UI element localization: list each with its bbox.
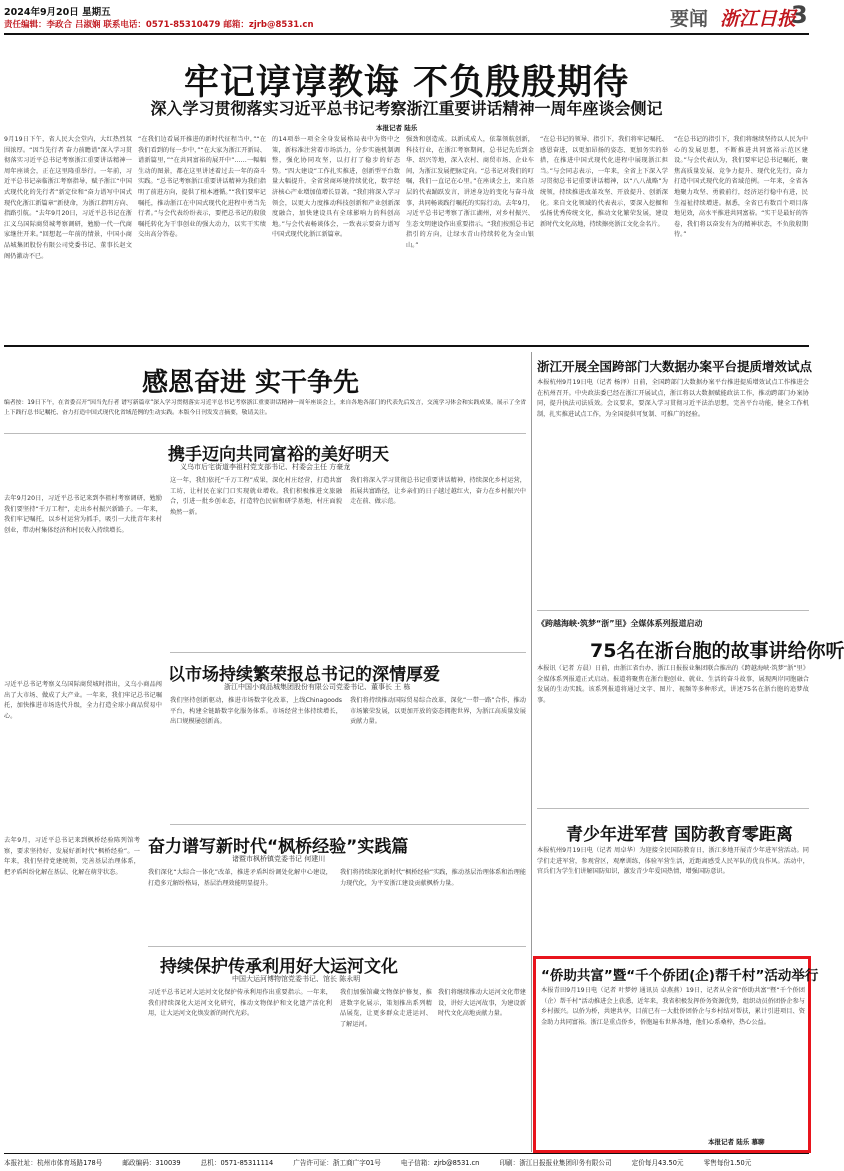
lead-col-3: 的14项举一项全全身发展格局表中为资中之策，新标准注营着市场活力，分步实施机制调整，强化协同攻坚，以打打了稳步的好态势。“四大建设”工作扎实推进，创新型平台数量大幅提升，全省营商环境持续优化，数字经济核心产业增加值增长显著。“我们将深入学习领会，以更大力度推动科技创新和产业创新深度融合，加快建设具有全球影响力的科创高地。”与会代表畅谈体会，一致表示要奋力谱写中国式现代化浙江新篇章。 [272,136,400,239]
page-number: 3 [791,1,808,29]
footer-rule [4,1153,809,1154]
story4-col-1: 习近平总书记对大运河文化保护传承利用作出重要指示。一年来，我们持续深化大运河文化研究，推动文物保护和文化遗产活化利用，让大运河文化焕发新的时代光彩。 [148,989,332,1018]
story1-col-2: 这一年，我们依托“千万工程”成果，深化村庄经营，打造共富工坊，让村民在家门口实现就业增收。我们积极推进文旅融合，引进一批乡创业态，打造特色民宿和研学基地，村庄面貌焕然一新。 [170,477,342,516]
story-a-rule [537,610,809,611]
story3-rule [148,946,526,947]
issue-date: 2024年9月20日 星期五 [4,7,111,18]
story-d-body: 本报青田9月19日电（记者 叶梦婷 通讯员 卓燕燕）19日，记者从全省“侨助共富”暨“千个侨团（企）帮千村”活动推进会上获悉，近年来，我省积极发挥侨务资源优势，组织动员侨团侨企参与乡村振兴。以侨为桥，共建共享，目前已有一大批侨团侨企与乡村结对帮扶，累计引进项目、资金助力共同富裕。浙江是重点侨乡，侨胞遍布世界各地，他们心系桑梓，热心公益。 [541,987,805,1026]
lead-col-1: 9月19日下午，省人民大会堂内，大红热烈氛围浓厚。“因当先行者 奋力前瞻谱”深入学习贯彻落实习近平总书记考察浙江重要讲话精神一周年座谈会，正在这里隆重举行。一年前，习近平总书记亲临浙江考察指导，赋予浙江“中国式现代化的先行者”新定位和“奋力谱写中国式现代化浙江新篇章”新使命，为浙江指明方向、指路引航。“去年9月20日，习近平总书记在浙江义乌国际商贸城考察调研，勉励一代一代商家继往开来。”回想起一年前的情景，中国小商品城集团股份有限公司党委书记、董事长赵文阁仍激动不已。 [4,136,132,260]
story2-col-1: 习近平总书记考察义乌国际商贸城时指出，义乌小商品闯出了大市场、做成了大产业。一年来，我们牢记总书记嘱托，加快推进市场迭代升级，全力打造全球小商品贸易中心。 [4,681,162,720]
footer-address: 本报社址：杭州市体育场路178号 [4,1159,103,1167]
editor-info: 责任编辑：李政合 吕淑娴 联系电话：0571-85310479 邮箱：zjrb@8531.cn [4,20,314,30]
story4-headline: 持续保护传承利用好大运河文化 [160,957,398,977]
footer [4,1157,769,1167]
story1-col-1: 去年9月20日，习近平总书记来到李祖村考察调研，勉励我们要坚持“千万工程”，走出乡村振兴新路子。一年来，我们牢记嘱托，以乡村运营为抓手，吸引一大批青年来村创业，带动村集体经济和村民收入持续增长。 [4,495,162,534]
story-a-headline: 浙江开展全国跨部门大数据办案平台提质增效试点 [537,359,813,374]
story-c-body: 本报杭州9月19日电（记者 周卓华）为迎接全民国防教育日，浙江多地开展青少年进军营活动。同学们走进军营，参观营区，观摩训练，体验军营生活，近距离感受人民军队的优良作风。活动中，官兵们为学生们讲解国防知识，激发青少年爱国热情，增强国防意识。 [537,847,809,876]
story2-col-3: 我们将持续推动国际贸易综合改革，深化“一带一路”合作，推动市场繁荣发展，以更加开放的姿态拥抱世界，为浙江高质量发展贡献力量。 [350,697,526,726]
lead-byline: 本报记者 陆乐 [376,124,418,132]
footer-printer: 印刷：浙江日报报业集团印务有限公司 [499,1159,612,1167]
lead-headline: 牢记谆谆教诲 不负殷殷期待 [183,62,630,103]
paper-logo: 浙江日报 [720,8,797,30]
story-b-body: 本报讯（记者 方晨）日前，由浙江省台办、浙江日报报业集团联合推出的《跨越海峡·筑梦“浙”里》全媒体系列报道正式启动。报道将聚焦在浙台胞创业、就业、生活的奋斗故事，展现两岸同胞融合发展的生动实践。该系列报道将通过文字、图片、视频等多种形式，讲述75名在浙台胞的追梦故事。 [537,665,809,704]
story2-headline: 以市场持续繁荣报总书记的深情厚爱 [168,665,440,685]
story3-byline: 诸暨市枫桥镇党委书记 何建川 [232,855,326,863]
footer-ad-license: 广告许可证：浙工商广字01号 [293,1159,381,1167]
story2-rule [170,824,526,825]
lead-col-6: “在总书记的指引下，我们将继续坚持以人民为中心的发展思想，不断推进共同富裕示范区建设。”与会代表认为，我们要牢记总书记嘱托，聚焦高质量发展、竞争力提升、现代化先行，奋力打造中国式现代化的省域范例。一年来，全省各地聚力攻坚、勇毅前行，经济运行稳中有进，民生福祉持续增进。据悉，全省已有数百个项目落地见效，高水平推进共同富裕。“实干是最好的答卷，我们将以奋发有为的精神状态，不负殷殷期待。” [674,136,808,239]
story-d-byline: 本报记者 陆乐 慕聊 [708,1138,765,1146]
footer-price: 定价每月43.50元 [631,1159,684,1167]
story-b-rule [537,808,809,809]
feature-intro-rule [4,433,526,434]
story-a-body: 本报杭州9月19日电（记者 杨泽）日前，全国跨部门大数据办案平台推进提质增效试点工作推进会在杭州召开。中央政法委已经在浙江开展试点，浙江将以大数据赋能政法工作，推动跨部门办案协同，提升执法司法质效。会议要求，要深入学习贯彻习近平法治思想，完善平台功能，健全工作机制，扎实推进试点工作，为全国提供可复制、可推广的经验。 [537,379,809,418]
story3-col-2: 我们深化“大综合一体化”改革，推进矛盾纠纷调处化解中心建设，打造多元解纷格局，基层治理效能明显提升。 [148,869,332,887]
feature-headline: 感恩奋进 实干争先 [142,368,360,398]
story-c-headline: 青少年进军营 国防教育零距离 [566,825,793,845]
masthead-rule [4,33,809,35]
story1-rule [170,652,526,653]
footer-email: 电子信箱：zjrb@8531.cn [400,1159,480,1167]
footer-retail: 零售每份1.50元 [703,1159,752,1167]
story-b-headline: 75名在浙台胞的故事讲给你听 [590,640,844,662]
story4-col-2: 我们加强馆藏文物保护修复，推进数字化展示，策划推出系列精品展览，让更多群众走进运河、了解运河。 [340,989,432,1028]
lead-col-2: “在我们边看展开推进的新时代征程当中，”“在我们看到的每一步中，”“在大家为浙江开新局、谱新篇里，”“在共同富裕的展开中”……一幅幅生动的图景，都在这里讲述着过去一年的奋斗实践。“总书记考察浙江重要讲话精神为我们指明了前进方向，提供了根本遵循。”“我们要牢记嘱托，推动浙江在中国式现代化进程中勇当先行者。”与会代表纷纷表示，要把总书记的殷殷嘱托转化为干事创业的强大动力，以实干实绩交出高分答卷。 [138,136,266,239]
story-b-kicker: 《跨越海峡·筑梦“浙”里》全媒体系列报道启动 [537,619,703,628]
lead-bottom-rule [4,345,809,347]
story1-col-3: 我们将深入学习贯彻总书记重要讲话精神，持续深化乡村运营，拓展共富路径，让乡亲们的日子越过越红火，奋力在乡村振兴中走在前、做示范。 [350,477,526,506]
story4-byline: 中国大运河博物馆党委书记、馆长 陈永明 [232,975,361,983]
story3-col-1: 去年9月，习近平总书记来到枫桥经验陈列馆考察，要求坚持好、发展好新时代“枫桥经验”。一年来，我们坚持党建统领，完善基层治理体系，把矛盾纠纷化解在基层、化解在萌芽状态。 [4,837,140,876]
story2-byline: 浙江中国小商品城集团股份有限公司党委书记、董事长 王 栋 [224,683,411,691]
footer-zip: 邮政编码：310039 [122,1159,181,1167]
column-divider [531,352,532,1152]
lead-col-4: 强劲和创造成。以新成成人，依靠领航创新，科技行业，在浙江考察期间，总书记先后到金华、绍兴等地，深入农村、商贸市场、企业车间，为浙江发展把脉定向。“总书记对我们的叮嘱，我们一直记在心里。”在座谈会上，来自基层的代表踊跃发言，讲述身边的变化与奋斗故事，共同畅谈践行嘱托的实际行动。去年9月，习近平总书记考察了浙江湖州，对乡村振兴、生态文明建设作出重要指示。“我们按照总书记指引的方向，让绿水青山持续转化为金山银山。” [406,136,534,249]
section-label: 要闻 [670,8,709,30]
footer-phone: 总机：0571-85311114 [200,1159,274,1167]
lead-col-5: “在总书记的领导、指引下，我们将牢记嘱托、感恩奋进，以更加昂扬的姿态、更加务实的举措，在推进中国式现代化进程中展现浙江担当。”与会同志表示，一年来，全省上下深入学习贯彻总书记重要讲话精神，以“八八战略”为统领，持续推进改革攻坚、开放提升、创新深化。来自文化领域的代表表示，要深入挖掘和弘扬优秀传统文化，推动文化繁荣发展，建设新时代文化高地，持续擦亮浙江文化金名片。 [540,136,668,228]
story1-headline: 携手迈向共同富裕的美好明天 [168,445,389,465]
feature-intro: 编者按：19日下午，在省委召开“因当先行者 谱写新篇章”深入学习贯彻落实习近平总书记考察浙江重要讲话精神一周年座谈会上，来自各地各部门的代表先后发言，交流学习体会和实践成果，展示了全省上下践行总书记嘱托、奋力打造中国式现代化省域范例的生动实践。本版今日刊发发言摘要，敬请关注。 [4,400,526,416]
story3-col-3: 我们将持续深化新时代“枫桥经验”实践，推动基层治理体系和治理能力现代化，为平安浙江建设贡献枫桥力量。 [340,869,526,887]
story1-byline: 义乌市后宅街道李祖村党支部书记、村委会主任 方豪龙 [180,463,351,471]
story4-col-3: 我们将继续推动大运河文化带建设，讲好大运河故事，为建设新时代文化高地贡献力量。 [438,989,526,1018]
story-d-headline: “侨助共富”暨“千个侨团(企)帮千村”活动举行 [541,968,819,984]
story2-col-2: 我们坚持创新驱动，推进市场数字化改革，上线Chinagoods平台，构建全链路数字化服务体系。市场经营主体持续增长，出口规模屡创新高。 [170,697,342,726]
story3-headline: 奋力谱写新时代“枫桥经验”实践篇 [148,837,409,857]
lead-subheadline: 深入学习贯彻落实习近平总书记考察浙江重要讲话精神一周年座谈会侧记 [150,99,663,118]
